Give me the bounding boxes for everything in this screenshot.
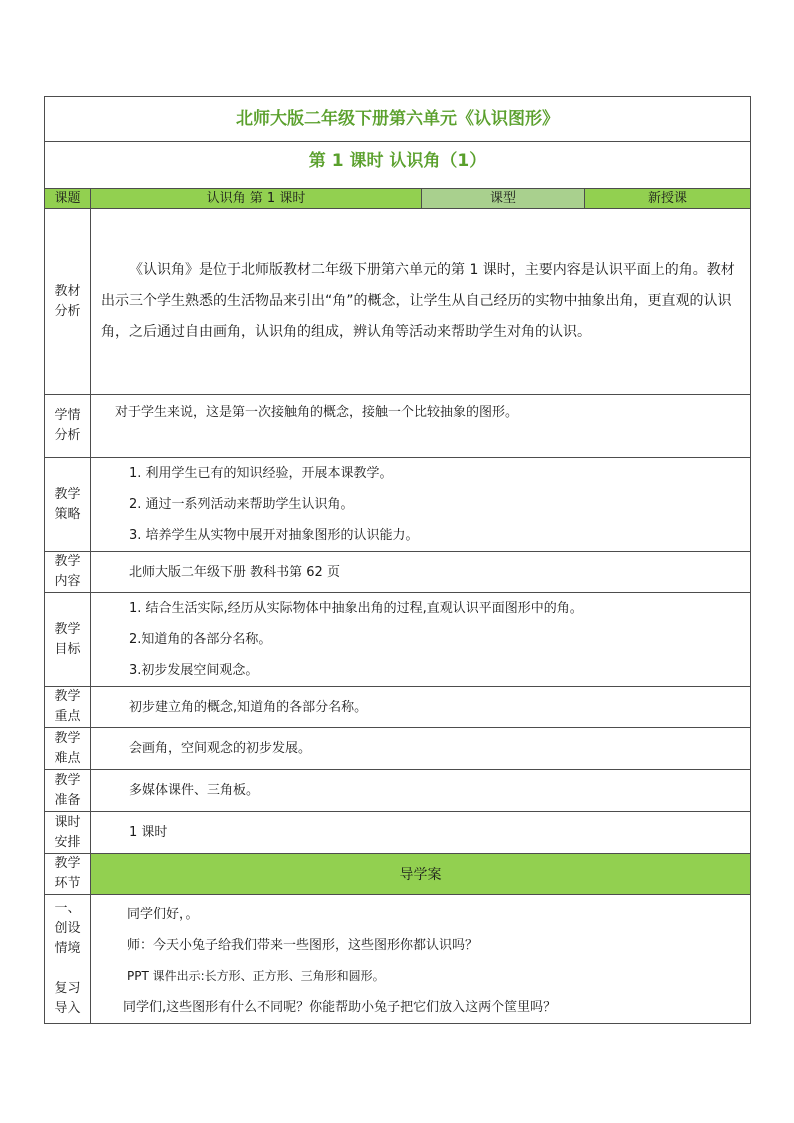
list-item: 3.初步发展空间观念。 <box>129 663 259 678</box>
label-text: 教材 分析 <box>54 283 81 319</box>
teaching-stage-label <box>45 854 91 895</box>
row-difficulties <box>45 728 751 770</box>
lesson-plan-sheet <box>44 96 750 1024</box>
key-points-label <box>45 687 91 728</box>
label-text: 教学 内容 <box>54 554 81 589</box>
row-key-points <box>45 687 751 728</box>
list-item: 2.知道角的各部分名称。 <box>129 632 272 647</box>
row-textbook-analysis <box>45 209 751 395</box>
label-text: 教学 重点 <box>54 689 81 724</box>
student-analysis-label <box>45 395 91 458</box>
teaching-goals-label <box>45 593 91 687</box>
row-teaching-stage <box>45 854 751 895</box>
list-item: 师：今天小兔子给我们带来一些图形，这些图形你都认识吗？ <box>127 938 479 953</box>
preparation-text: 多媒体课件、三角板。 <box>91 770 751 812</box>
type-label: 课型 <box>422 189 585 209</box>
intro-section-label <box>45 895 91 1024</box>
teaching-strategy-list <box>91 458 751 552</box>
label-text: 一、 创设 情境 复习 导入 <box>54 901 81 1016</box>
topic-value: 认识角 第 1 课时 <box>91 189 422 209</box>
key-points-text: 初步建立角的概念,知道角的各部分名称。 <box>91 687 751 728</box>
schedule-label <box>45 812 91 854</box>
textbook-analysis-label <box>45 209 91 395</box>
row-teaching-content <box>45 552 751 593</box>
info-row <box>45 189 751 209</box>
teaching-content-label <box>45 552 91 593</box>
textbook-analysis-text: 《认识角》是位于北师版教材二年级下册第六单元的第 1 课时，主要内容是认识平面上的角。教材出示三个学生熟悉的生活物品来引出“角”的概念，让学生从自己经历的实物中抽象出角，更直观的认识角，之后通过自由画角，认识角的组成，辨认角等活动来帮助学生对角的认识。 <box>91 209 751 395</box>
label-text: 教学 目标 <box>54 621 81 657</box>
list-item: 1. 结合生活实际,经历从实际物体中抽象出角的过程,直观认识平面图形中的角。 <box>129 601 583 616</box>
list-item: 1. 利用学生已有的知识经验，开展本课教学。 <box>129 466 393 481</box>
row-student-analysis <box>45 395 751 458</box>
label-text: 教学 环节 <box>54 856 81 891</box>
list-item: 同学们,这些图形有什么不同呢？你能帮助小兔子把它们放入这两个筐里吗？ <box>123 1000 557 1015</box>
guided-plan-heading: 导学案 <box>91 854 751 895</box>
difficulties-label <box>45 728 91 770</box>
row-teaching-strategy <box>45 458 751 552</box>
row-preparation <box>45 770 751 812</box>
teaching-content-text: 北师大版二年级下册 教科书第 62 页 <box>91 552 751 593</box>
topic-label: 课题 <box>45 189 91 209</box>
student-analysis-text: 对于学生来说，这是第一次接触角的概念，接触一个比较抽象的图形。 <box>91 395 751 458</box>
label-text: 教学 策略 <box>54 486 81 522</box>
label-text: 教学 准备 <box>54 772 81 808</box>
list-item: 同学们好，。 <box>127 907 199 922</box>
preparation-label <box>45 770 91 812</box>
list-item: 2. 通过一系列活动来帮助学生认识角。 <box>129 497 354 512</box>
type-value: 新授课 <box>585 189 751 209</box>
label-text: 教学 难点 <box>54 730 81 766</box>
row-intro-section <box>45 895 751 1024</box>
list-item: 3. 培养学生从实物中展开对抽象图形的认识能力。 <box>129 528 419 543</box>
intro-section-content <box>91 895 751 1024</box>
row-schedule <box>45 812 751 854</box>
list-item: PPT 课件出示:长方形、正方形、三角形和圆形。 <box>127 969 385 983</box>
lesson-subtitle: 第 1 课时 认识角（1） <box>45 142 751 189</box>
teaching-strategy-label <box>45 458 91 552</box>
schedule-text: 1 课时 <box>91 812 751 854</box>
lesson-plan-table <box>44 96 751 1024</box>
document-title: 北师大版二年级下册第六单元《认识图形》 <box>45 97 751 142</box>
row-teaching-goals <box>45 593 751 687</box>
difficulties-text: 会画角，空间观念的初步发展。 <box>91 728 751 770</box>
label-text: 学情 分析 <box>54 408 81 443</box>
teaching-goals-list <box>91 593 751 687</box>
label-text: 课时 安排 <box>54 814 81 850</box>
